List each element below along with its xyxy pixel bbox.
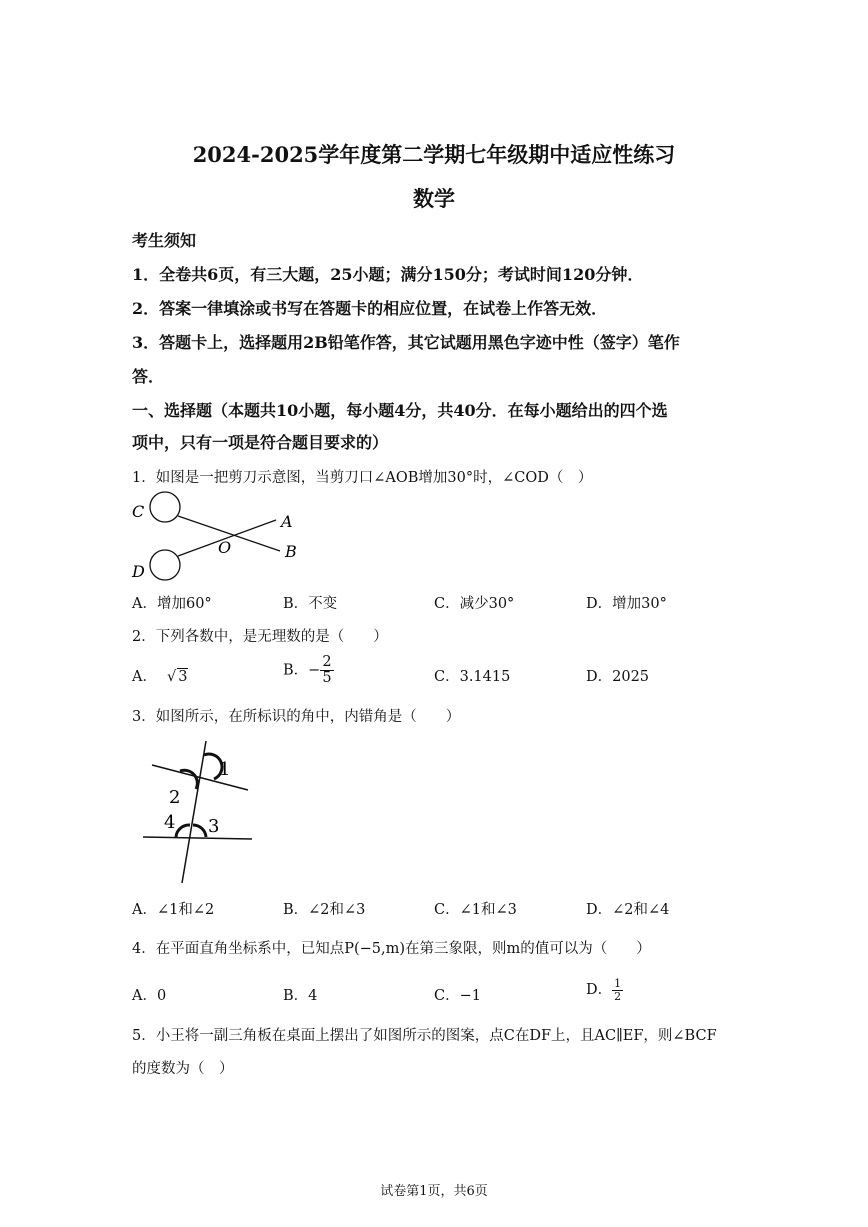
angle-label-4: 4 xyxy=(164,812,176,833)
label-o: O xyxy=(218,538,232,557)
label-a: A xyxy=(281,512,293,531)
q2-option-b[interactable] xyxy=(283,655,334,686)
q4-option-d-num: 1 xyxy=(614,977,622,990)
angle-3-arc xyxy=(193,825,206,837)
exam-title: 2024-2025学年度第二学期七年级期中适应性练习 xyxy=(192,142,676,167)
q1-option-a[interactable]: A．增加60° xyxy=(132,596,212,612)
q3-stem: 3．如图所示，在所标识的角中，内错角是（ ） xyxy=(132,709,461,725)
q4-option-d-den: 2 xyxy=(614,989,622,1003)
transversal-line xyxy=(182,741,206,883)
angles-figure xyxy=(138,735,263,890)
notice-heading: 考生须知 xyxy=(132,231,197,250)
notice-item-3: 3．答题卡上，选择题用2B铅笔作答，其它试题用黑色字迹中性（签字）笔作 xyxy=(132,333,680,352)
exam-subject: 数学 xyxy=(413,186,455,211)
q2-option-a-radicand: 3 xyxy=(178,669,188,685)
angle-label-3: 3 xyxy=(208,816,220,837)
q3-option-b[interactable]: B．∠2和∠3 xyxy=(283,902,366,918)
q1-option-b[interactable]: B．不变 xyxy=(283,596,338,612)
page-footer: 试卷第1页，共6页 xyxy=(380,1184,488,1199)
section-heading-cont: 项中，只有一项是符合题目要求的） xyxy=(132,433,389,452)
notice-item-2: 2．答案一律填涂或书写在答题卡的相应位置，在试卷上作答无效． xyxy=(132,299,608,318)
notice-item-3-cont: 答． xyxy=(132,367,165,386)
q2-option-b-den: 5 xyxy=(322,670,332,687)
label-c: C xyxy=(132,502,145,521)
q2-stem: 2．下列各数中，是无理数的是（ ） xyxy=(132,629,388,645)
q4-option-c[interactable]: C．−1 xyxy=(434,988,481,1004)
q4-option-d-label: D． xyxy=(586,982,613,999)
q4-option-d[interactable] xyxy=(586,978,623,1002)
q2-option-a[interactable]: A． √ 3 xyxy=(132,669,188,685)
q4-stem: 4．在平面直角坐标系中，已知点P(−5,m)在第三象限，则m的值可以为（ ） xyxy=(132,941,651,957)
angle-label-1: 1 xyxy=(219,759,231,780)
q1-option-c[interactable]: C．减少30° xyxy=(434,596,515,612)
q3-option-d[interactable]: D．∠2和∠4 xyxy=(586,902,670,918)
angle-label-2: 2 xyxy=(169,787,181,808)
q3-option-c[interactable]: C．∠1和∠3 xyxy=(434,902,517,918)
q2-option-b-num: 2 xyxy=(322,654,332,670)
label-d: D xyxy=(132,562,145,581)
lower-line xyxy=(143,837,252,839)
q2-option-b-label: B． xyxy=(283,662,309,679)
q5-stem: 5．小王将一副三角板在桌面上摆出了如图所示的图案，点C在DF上，且AC∥EF，则∠BCF xyxy=(132,1028,717,1044)
label-b: B xyxy=(285,542,297,561)
q2-option-b-sign: − xyxy=(308,662,321,679)
notice-item-1: 1．全卷共6页，有三大题，25小题；满分150分；考试时间120分钟． xyxy=(132,265,644,284)
q3-option-a[interactable]: A．∠1和∠2 xyxy=(132,902,215,918)
section-heading: 一、选择题（本题共10小题，每小题4分，共40分．在每小题给出的四个选 xyxy=(132,401,668,420)
q2-option-c[interactable]: C．3.1415 xyxy=(434,669,511,685)
scissors-handle-d xyxy=(150,550,180,580)
q5-stem-cont: 的度数为（ ） xyxy=(132,1061,234,1077)
q1-stem: 1．如图是一把剪刀示意图，当剪刀口∠AOB增加30°时，∠COD（ ） xyxy=(132,470,593,486)
q1-option-d[interactable]: D．增加30° xyxy=(586,596,667,612)
q2-option-d[interactable]: D．2025 xyxy=(586,669,650,685)
angle-4-arc xyxy=(176,825,190,837)
q4-option-b[interactable]: B．4 xyxy=(283,988,318,1004)
q4-option-a[interactable]: A．0 xyxy=(132,988,167,1004)
scissors-figure xyxy=(128,490,308,585)
scissors-handle-c xyxy=(150,492,180,522)
q2-option-a-label: A． xyxy=(132,669,157,685)
